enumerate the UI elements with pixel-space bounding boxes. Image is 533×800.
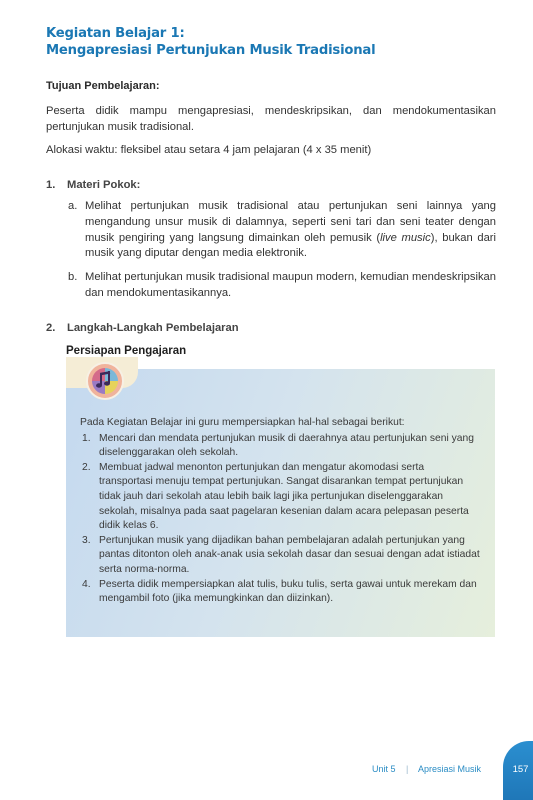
list-item-text-part: ), bukan dari musik yang diputar dengan media elektronik. [85,231,497,260]
footer-unit: Unit 5 [372,764,396,774]
section-1-title: Materi Pokok: [67,179,141,191]
prep-subheading: Persiapan Pengajaran [66,345,187,357]
lesson-title [46,25,375,59]
footer-chapter: Apresiasi Musik [418,764,482,774]
prep-item-number: 4. [82,578,91,590]
section-2-title: Langkah-Langkah Pembelajaran [67,322,239,334]
prep-intro: Pada Kegiatan Belajar ini guru mempersiapkan hal-hal sebagai berikut: [80,417,405,428]
footer-separator: | [406,764,409,774]
section-2-heading [46,322,239,334]
prep-item-number: 1. [82,432,91,444]
prep-box-content [80,416,480,607]
prep-list-item [80,432,480,461]
lesson-title-line1: Kegiatan Belajar 1: [46,26,185,41]
list-item-text: Melihat pertunjukan musik tradisional maupun modern, kemudian mendeskripsikan dan mendokumentasikannya. [85,271,496,299]
italic-term: live music [380,231,431,244]
time-allocation: Alokasi waktu: fleksibel atau setara 4 jam pelajaran (4 x 35 menit) [46,144,372,156]
list-item-b [68,270,496,302]
lesson-title-line2: Mengapresiasi Pertunjukan Musik Tradisional [46,43,376,58]
prep-list [80,432,480,607]
prep-list-item [80,578,480,607]
prep-list-item [80,461,480,534]
prep-item-text: Mencari dan mendata pertunjukan musik di daerahnya atau pertunjukan seni yang diselenggarakan oleh sekolah. [99,432,474,459]
goals-heading: Tujuan Pembelajaran: [46,80,160,92]
section-2-number: 2. [46,322,56,334]
prep-list-item [80,534,480,578]
list-item-text [85,199,496,262]
music-notes-icon [86,362,124,400]
list-item-text-part: Melihat pertunjukan musik tradisional atau pertunjukan seni lainnya yang mengandung unsur musik di dalamnya, seperti seni tari dan seni teater dengan musik pengiring yang langsung dimainkan oleh pemusik ( [85,200,496,244]
prep-item-text: Membuat jadwal menonton pertunjukan dan mengatur akomodasi serta transportasi menuju tempat pertunjukan. Sangat disarankan tempat pertunjukan tidak jauh dari sekolah atau lebih baik lagi jika pertunjukan diselenggarakan sekolah, misalnya pada saat pagelaran kesenian dalam acara pelepasan peserta didik kelas 6. [99,461,469,532]
section-1-number: 1. [46,179,56,191]
section-1-heading [46,179,140,191]
page-number: 157 [512,764,529,775]
goals-text: Peserta didik mampu mengapresiasi, mendeskripsikan, dan mendokumentasikan pertunjukan musik tradisional. [46,105,496,133]
prep-item-number: 2. [82,461,91,473]
prep-item-text: Peserta didik mempersiapkan alat tulis, buku tulis, serta gawai untuk merekam dan mengambil foto (jika memungkinkan dan diizinkan). [99,578,477,605]
prep-item-number: 3. [82,534,91,546]
list-marker: b. [68,271,78,283]
list-item-a [68,199,496,262]
prep-item-text: Pertunjukan musik yang dijadikan bahan pembelajaran adalah pertunjukan yang pantas ditonton oleh anak-anak usia sekolah dasar dan sesuai dengan adat istiadat serta norma-norma. [99,534,480,575]
list-marker: a. [68,200,78,212]
